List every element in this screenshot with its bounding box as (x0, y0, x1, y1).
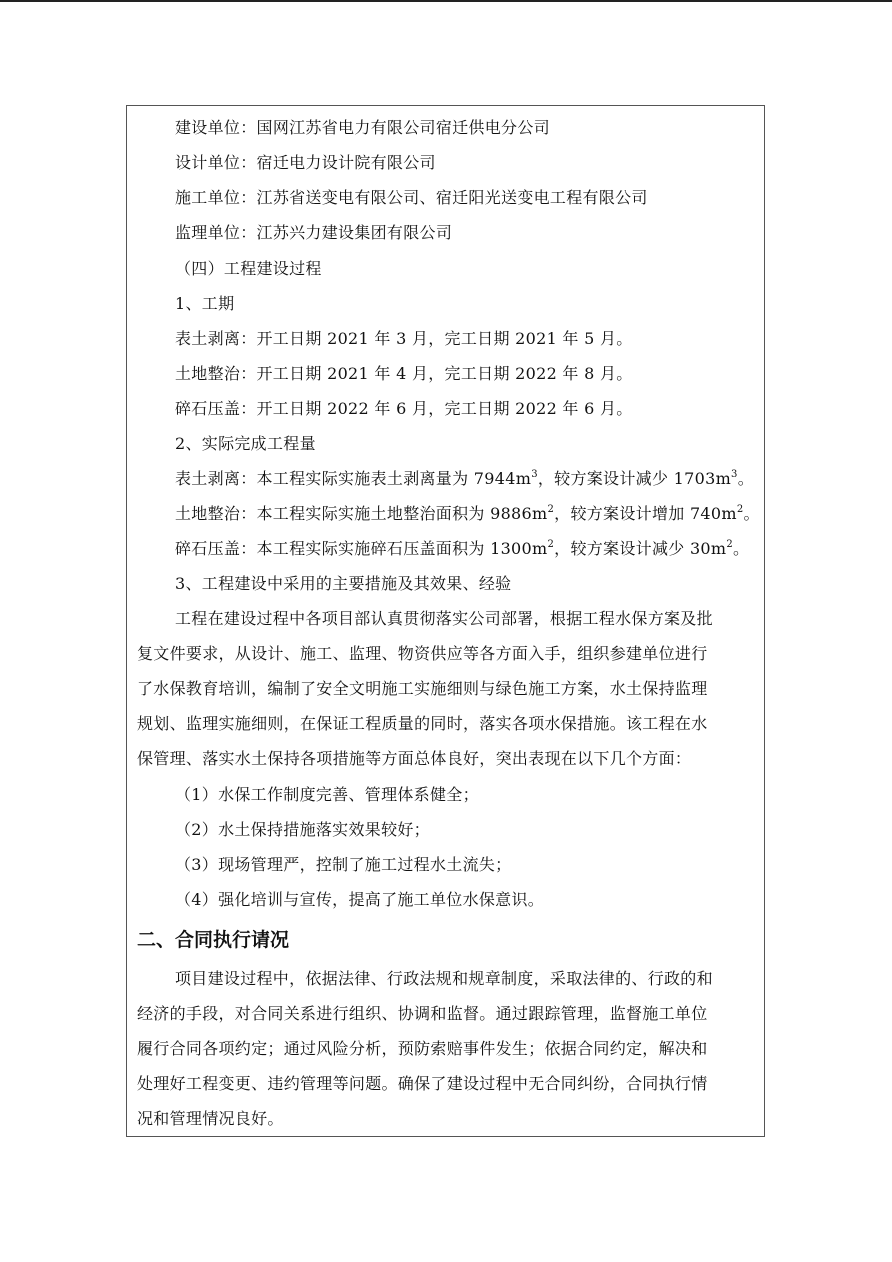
measures-paragraph-line: 规划、监理实施细则，在保证工程质量的同时，落实各项水保措施。该工程在水 (137, 714, 708, 733)
contract-paragraph-line: 处理好工程变更、违约管理等问题。确保了建设过程中无合同纠纷，合同执行情 (137, 1074, 708, 1093)
highlight-item: （3）现场管理严，控制了施工过程水土流失； (175, 855, 512, 874)
unit-exponent: 2 (726, 539, 734, 550)
quantity-line (175, 469, 754, 489)
measures-paragraph-line: 复文件要求，从设计、施工、监理、物资供应等各方面入手，组织参建单位进行 (137, 644, 708, 663)
schedule-line: 表土剥离：开工日期 2021 年 3 月，完工日期 2021 年 5 月。 (175, 329, 633, 348)
highlight-item: （4）强化培训与宣传，提高了施工单位水保意识。 (175, 890, 545, 909)
supervision-unit-line (175, 223, 452, 243)
quantity-text: 碎石压盖：本工程实际实施碎石压盖面积为 1300m (175, 539, 548, 558)
quantity-text: 表土剥离：本工程实际实施表土剥离量为 7944m (175, 469, 532, 488)
contract-paragraph-line: 履行合同各项约定；通过风险分析，预防索赔事件发生；依据合同约定，解决和 (137, 1039, 708, 1058)
design-unit-value: 宿迁电力设计院有限公司 (256, 153, 436, 172)
page-top-rule (0, 0, 892, 2)
quantity-line (175, 504, 760, 524)
process-section-title: （四）工程建设过程 (175, 259, 322, 278)
measures-title: 3、工程建设中采用的主要措施及其效果、经验 (175, 574, 512, 593)
measures-paragraph-line: 保管理、落实水土保持各项措施等方面总体良好，突出表现在以下几个方面： (137, 749, 692, 768)
design-unit-line (175, 153, 436, 173)
measures-paragraph-line: 了水保教育培训，编制了安全文明施工实施细则与绿色施工方案，水土保持监理 (137, 679, 708, 698)
measures-paragraph-line: 工程在建设过程中各项目部认真贯彻落实公司部署，根据工程水保方案及批 (175, 609, 713, 628)
unit-exponent: 2 (547, 504, 555, 515)
highlight-item: （1）水保工作制度完善、管理体系健全； (175, 785, 479, 804)
schedule-line: 土地整治：开工日期 2021 年 4 月，完工日期 2022 年 8 月。 (175, 364, 633, 383)
quantity-line (175, 539, 749, 559)
contract-paragraph-line: 经济的手段，对合同关系进行组织、协调和监督。通过跟踪管理，监督施工单位 (137, 1004, 708, 1023)
quantity-text: 。 (737, 469, 755, 488)
supervision-unit-value: 江苏兴力建设集团有限公司 (256, 223, 453, 242)
schedule-title: 1、工期 (175, 294, 235, 313)
construction-unit-label: 建设单位： (175, 118, 257, 137)
quantity-text: 。 (733, 539, 750, 558)
quantity-text: ，较方案设计增加 740m (554, 504, 737, 523)
highlight-item: （2）水土保持措施落实效果较好； (175, 820, 430, 839)
quantity-text: 土地整治：本工程实际实施土地整治面积为 9886m (175, 504, 548, 523)
builder-unit-value: 江苏省送变电有限公司、宿迁阳光送变电工程有限公司 (256, 188, 648, 207)
supervision-unit-label: 监理单位： (175, 223, 257, 242)
quantity-text: ，较方案设计减少 1703m (537, 469, 732, 488)
construction-unit-line (175, 118, 550, 138)
quantity-text: 。 (743, 504, 760, 523)
document-table-frame (126, 105, 765, 1137)
quantity-text: ，较方案设计减少 30m (554, 539, 727, 558)
design-unit-label: 设计单位： (175, 153, 257, 172)
quantity-title: 2、实际完成工程量 (175, 434, 316, 453)
unit-exponent: 3 (531, 469, 538, 480)
unit-exponent: 2 (736, 504, 744, 515)
builder-unit-line (175, 188, 648, 208)
builder-unit-label: 施工单位： (175, 188, 257, 207)
construction-unit-value: 国网江苏省电力有限公司宿迁供电分公司 (256, 118, 550, 137)
contract-paragraph-line: 况和管理情况良好。 (137, 1109, 284, 1128)
contract-section-heading: 二、合同执行请况 (137, 929, 290, 951)
unit-exponent: 3 (731, 469, 738, 480)
schedule-line: 碎石压盖：开工日期 2022 年 6 月，完工日期 2022 年 6 月。 (175, 399, 633, 418)
contract-paragraph-line: 项目建设过程中，依据法律、行政法规和规章制度，采取法律的、行政的和 (175, 969, 713, 988)
unit-exponent: 2 (547, 539, 555, 550)
